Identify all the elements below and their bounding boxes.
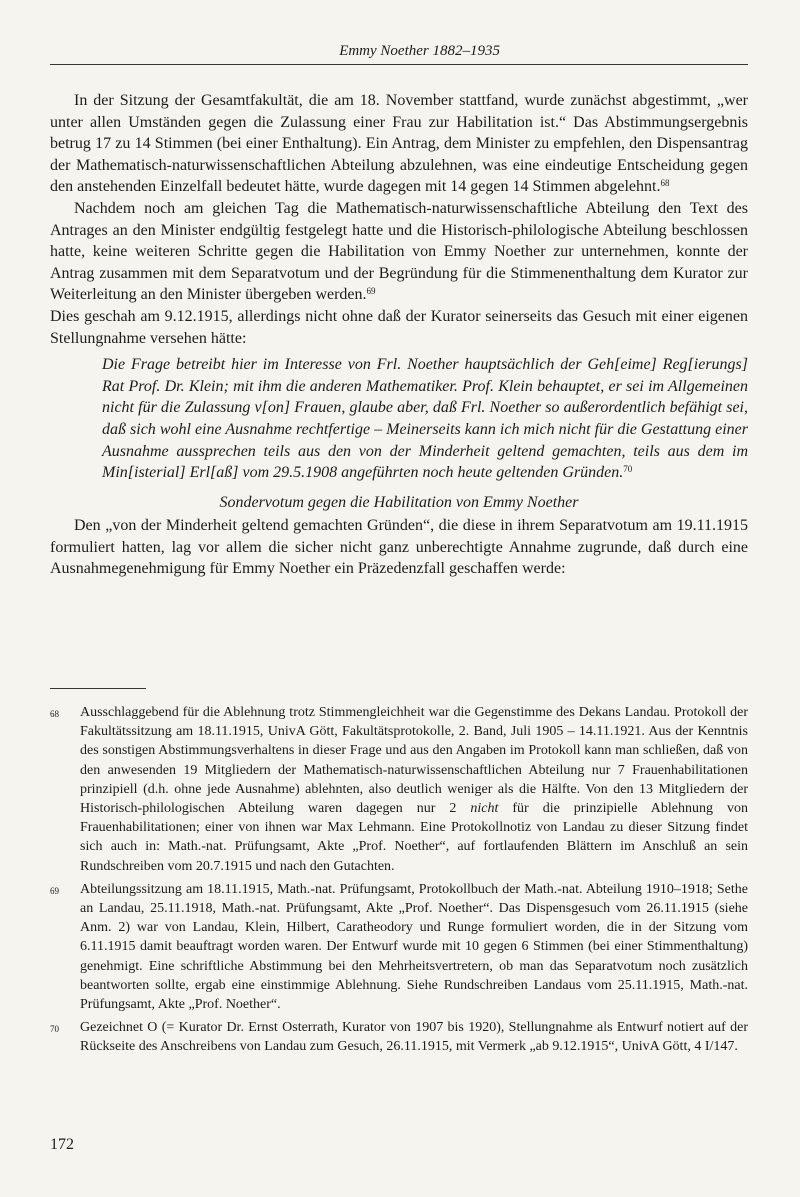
paragraph-1-text: In der Sitzung der Gesamtfakultät, die am 18. November stattfand, wurde zunächst abgestimmt, „wer unter allen Umständen gegen die Zulassung einer Frau zur Habilitation ist.“ Das Abstimmungsergebnis betrug 17 zu 14 Stimmen (bei einer Enthaltung). Ein Antrag, dem Minister zu empfehlen, den Dispensantrag der Mathematisch-naturwissenschaftlichen Abteilung abzulehnen, was eine eindeutige Entscheidung gegen den anstehenden Einzelfall bedeutet hätte, wurde dagegen mit 14 gegen 14 Stimmen abgelehnt.	[50, 92, 748, 196]
footnote-ref-69[interactable]: 69	[366, 286, 376, 297]
header-rule	[50, 64, 748, 65]
footnote-text-continued: für die prinzipielle Ablehnung von Frauenhabilitationen; einer von ihnen war Max Lehmann. Eine Protokollnotiz von Landau zu dieser Sitzung findet sich auch in: Math.-nat. Prüfungsamt, Akte „Prof. Noether“, auf fortlaufenden Blättern im Anschluß an sein Rundschreiben vom 20.7.1915 und nach den Gutachten.	[80, 801, 748, 874]
section-subheading: Sondervotum gegen die Habilitation von Emmy Noether	[219, 493, 579, 511]
footnote-ref-70[interactable]: 70	[623, 464, 633, 475]
running-title: Emmy Noether 1882–1935	[339, 43, 500, 59]
page-number: 172	[50, 1136, 74, 1153]
footnotes	[50, 703, 748, 1061]
footnote-number: 70	[50, 1024, 59, 1035]
footnote-text: Gezeichnet O (= Kurator Dr. Ernst Osterrath, Kurator von 1907 bis 1920), Stellungnahme als Entwurf notiert auf der Rückseite des Anschreibens von Landau zum Gesuch, 26.11.1915, mit Vermerk „ab 9.12.1915“, UnivA Gött, 4 I/147.	[80, 1020, 748, 1055]
block-quote-text: Die Frage betreibt hier im Interesse von Frl. Noether hauptsächlich der Geh[eime] Reg[ierungs] Rat Prof. Dr. Klein; mit ihm die anderen Mathematiker. Prof. Klein behauptet, er sei im Allgemeinen nicht für die Zulassung v[on] Frauen, glaube aber, daß Frl. Noether so außerordentlich befähigt sei, daß sich wohl eine Ausnahme rechtfertige – Meinerseits kann ich mich nicht für die Gestattung einer Ausnahme aussprechen teils aus den von der Minderheit geltend gemachten, teils aus dem im Min[isterial] Erl[aß] vom 29.5.1908 angeführten noch heute geltenden Gründen.	[102, 356, 748, 482]
paragraph-4: Den „von der Minderheit geltend gemachten Gründen“, die diese in ihrem Separatvotum am 19.11.1915 formuliert hatten, lag vor allem die sicher nicht ganz unberechtigte Annahme zugrunde, daß durch eine Ausnahmegenehmigung für Emmy Noether ein Präzedenzfall geschaffen werde:	[50, 517, 748, 578]
paragraph-1	[50, 90, 748, 198]
footnote-68	[50, 703, 748, 876]
footnote-70	[50, 1018, 748, 1056]
footnote-69	[50, 880, 748, 1014]
paragraph-2	[50, 198, 748, 306]
main-text	[50, 90, 748, 580]
footnote-number: 69	[50, 885, 59, 896]
footnote-rule	[50, 688, 146, 689]
paragraph-3: Dies geschah am 9.12.1915, allerdings nicht ohne daß der Kurator seinerseits das Gesuch mit einer eigenen Stellungnahme versehen hätte:	[50, 307, 748, 347]
footnote-text: Abteilungssitzung am 18.11.1915, Math.-nat. Prüfungsamt, Protokollbuch der Math.-nat. Abteilung 1910–1918; Sethe an Landau, 25.11.1918, Math.-nat. Prüfungsamt, Akte „Prof. Noether“. Das Dispensgesuch vom 26.11.1915 (siehe Anm. 2) war von Landau, Klein, Hilbert, Caratheodory und Runge formuliert worden, die in der Sitzung vom 6.11.1915 damit beauftragt worden waren. Der Entwurf wurde mit 10 gegen 6 Stimmen (bei einer Stimmenthaltung) genehmigt. Eine schriftliche Abstimmung bei den Mehrheitsvertretern, ob man das Separatvotum noch zusätzlich beantworten sollte, ergab eine einstimmige Ablehnung. Siehe Rundschreiben Landaus vom 25.11.1915, Math.-nat. Prüfungsamt, Akte „Prof. Noether“.	[80, 881, 748, 1013]
footnote-number: 68	[50, 709, 59, 719]
footnote-ref-68[interactable]: 68	[660, 178, 670, 189]
paragraph-2-text: Nachdem noch am gleichen Tag die Mathematisch-naturwissenschaftliche Abteilung den Text des Antrages an den Minister endgültig festgelegt hatte und die Historisch-philologische Abteilung beschlossen hatte, keine weiteren Schritte gegen die Habilitation von Emmy Noether zur unternehmen, konnte der Antrag zusammen mit dem Separatvotum und der Begründung für die Stimmenenthaltung dem Kurator zur Weiterleitung an den Minister übergeben werden.	[50, 199, 748, 304]
footnote-emphasis: nicht	[470, 801, 499, 817]
footnote-text: Ausschlaggebend für die Ablehnung trotz Stimmengleichheit war die Gegenstimme des Dekans Landau. Protokoll der Fakultätssitzung am 18.11.1915, UnivA Gött, Fakultätsprotokolle, 2. Band, Juli 1905 – 14.11.1921. Aus der Kenntnis des sonstigen Abstimmungsverhaltens in dieser Frage und aus den Angaben im Protokoll kann man schließen, daß von den anwesenden 19 Mitgliedern der Mathematisch-naturwissenschaftlichen Abteilung nur 7 Frauenhabilitationen prinzipiell (d.h. ohne jede Ausnahme) ablehnten, also deutlich weniger als die Hälfte. Von den 13 Mitgliedern der Historisch-philologischen Abteilung waren dagegen nur 2	[80, 705, 748, 817]
block-quote	[102, 354, 748, 484]
